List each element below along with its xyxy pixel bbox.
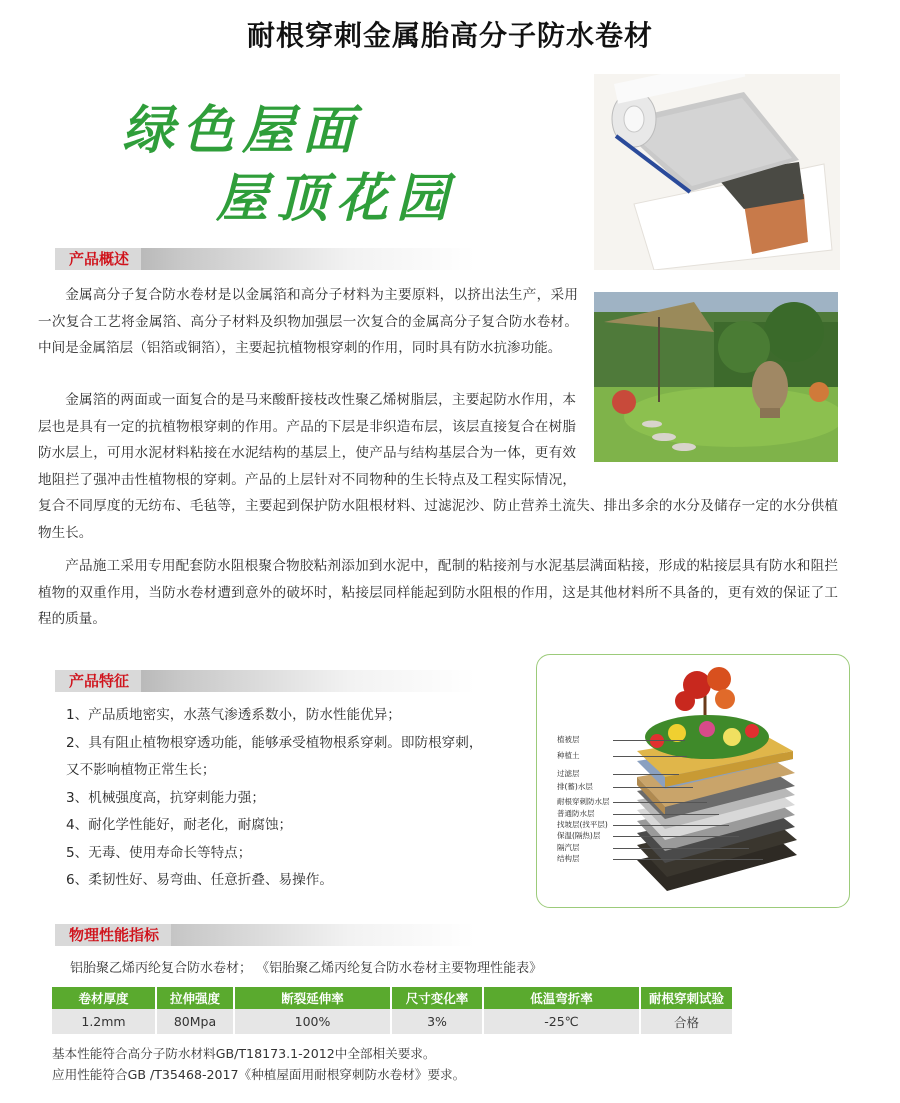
spec-value-cell: 3% <box>392 1009 482 1034</box>
layer-leader-line <box>613 787 693 788</box>
layer-leader-line <box>613 848 749 849</box>
spec-value-cell: 100% <box>235 1009 390 1034</box>
layer-leader-line <box>613 802 707 803</box>
slogan-line-2: 屋顶花园 <box>216 168 457 229</box>
features-heading: 产品特征 <box>55 670 141 692</box>
overview-paragraph-1-wrap <box>38 282 578 362</box>
standard-note: 基本性能符合高分子防水材料GB/T18173.1-2012中全部相关要求。 <box>52 1046 436 1061</box>
feature-item: 4、耐化学性能好，耐老化，耐腐蚀； <box>66 817 293 833</box>
float-spacer <box>576 387 838 467</box>
overview-heading: 产品概述 <box>55 248 141 270</box>
layer-label: 保温(隔热)层 <box>557 831 601 840</box>
spec-value-cell: 1.2mm <box>52 1009 155 1034</box>
layer-label: 植被层 <box>557 735 580 744</box>
overview-paragraph-3-wrap <box>38 553 838 633</box>
overview-paragraph-2-block <box>38 387 838 546</box>
slogan-line-1: 绿色屋面 <box>122 100 363 161</box>
layer-leader-line <box>613 774 679 775</box>
membrane-roll-photo <box>594 74 840 270</box>
spec-header-cell: 尺寸变化率 <box>392 987 482 1009</box>
overview-section-header <box>55 248 475 270</box>
layer-label: 找坡层(找平层) <box>557 820 608 829</box>
layer-leader-line <box>613 836 739 837</box>
spec-table-header-row <box>52 987 732 1009</box>
spec-header-cell: 断裂延伸率 <box>235 987 390 1009</box>
overview-paragraph: 金属高分子复合防水卷材是以金属箔和高分子材料为主要原料，以挤出法生产，采用一次复合工艺将金属箔、高分子材料及织物加强层一次复合的金属高分子复合防水卷材。中间是金属箔层（铝箔或铜箔），主要起抗植物根穿刺的作用，同时具有防水抗渗功能。 <box>38 287 578 356</box>
layer-label: 耐根穿刺防水层 <box>557 797 610 806</box>
layer-leader-line <box>613 859 763 860</box>
standard-note: 应用性能符合GB /T35468-2017《种植屋面用耐根穿刺防水卷材》要求。 <box>52 1067 466 1082</box>
spec-header-cell: 耐根穿刺试验 <box>641 987 732 1009</box>
feature-item: 5、无毒、使用寿命长等特点； <box>66 844 252 861</box>
layer-label: 排(蓄)水层 <box>557 782 593 791</box>
physical-heading: 物理性能指标 <box>55 924 171 946</box>
spec-value-cell: 合格 <box>641 1009 732 1034</box>
layer-leader-line <box>613 740 685 741</box>
spec-value-cell: 80Mpa <box>157 1009 233 1034</box>
layer-label: 普通防水层 <box>557 809 595 818</box>
green-roof-layer-diagram <box>536 654 850 908</box>
feature-item: 6、柔韧性好、易弯曲、任意折叠、易操作。 <box>66 872 333 888</box>
spec-header-cell: 低温弯折率 <box>484 987 639 1009</box>
physical-section-header <box>55 924 475 946</box>
layer-leader-line <box>613 756 687 757</box>
layer-label: 隔汽层 <box>557 843 580 852</box>
features-list <box>66 702 486 895</box>
spec-value-cell: -25℃ <box>484 1009 639 1034</box>
spec-header-cell: 卷材厚度 <box>52 987 155 1009</box>
layer-label: 过滤层 <box>557 769 580 778</box>
spec-table <box>50 987 734 1034</box>
page-title: 耐根穿刺金属胎高分子防水卷材 <box>246 19 653 52</box>
overview-paragraph: 金属箔的两面或一面复合的是马来酸酐接枝改性聚乙烯树脂层，主要起防水作用，本层也是具有一定的抗植物根穿刺的作用。产品的下层是非织造布层，该层直接复合在树脂防水层上，可用水泥材料粘接在水泥结构的基层上，使产品与结构基层合为一体，更有效地阻拦了强冲击性植物根的穿刺。产品的上层针对不同物种的生长特点及工程实际情况，复合不同厚度的无纺布、毛毡等，主要起到保护防水阻根材料、过滤泥沙、防止营养土流失、排出多余的水分及储存一定的水分供植物生长。 <box>38 392 838 541</box>
layer-label: 种植土 <box>557 751 580 760</box>
spec-table-wrap <box>50 987 734 1034</box>
feature-item: 3、机械强度高，抗穿刺能力强； <box>66 789 265 806</box>
table-row <box>52 1009 732 1034</box>
layer-leader-line <box>613 814 719 815</box>
physical-caption: 铝胎聚乙烯丙纶复合防水卷材； 《铝胎聚乙烯丙纶复合防水卷材主要物理性能表》 <box>70 961 543 976</box>
spec-header-cell: 拉伸强度 <box>157 987 233 1009</box>
features-section-header <box>55 670 475 692</box>
feature-item: 1、产品质地密实，水蒸气渗透系数小，防水性能优异； <box>66 707 401 723</box>
layer-leader-line <box>613 825 729 826</box>
overview-paragraph: 产品施工采用专用配套防水阻根聚合物胶粘剂添加到水泥中，配制的粘接剂与水泥基层满面粘接，形成的粘接层具有防水和阻拦植物的双重作用，当防水卷材遭到意外的破坏时，粘接层同样能起到防水阻根的作用，这是其他材料所不具备的，更有效的保证了工程的质量。 <box>38 558 838 627</box>
layer-label: 结构层 <box>557 854 580 863</box>
feature-item: 2、具有阻止植物根穿透功能，能够承受植物根系穿刺。即防根穿刺，又不影响植物正常生长； <box>66 734 483 778</box>
